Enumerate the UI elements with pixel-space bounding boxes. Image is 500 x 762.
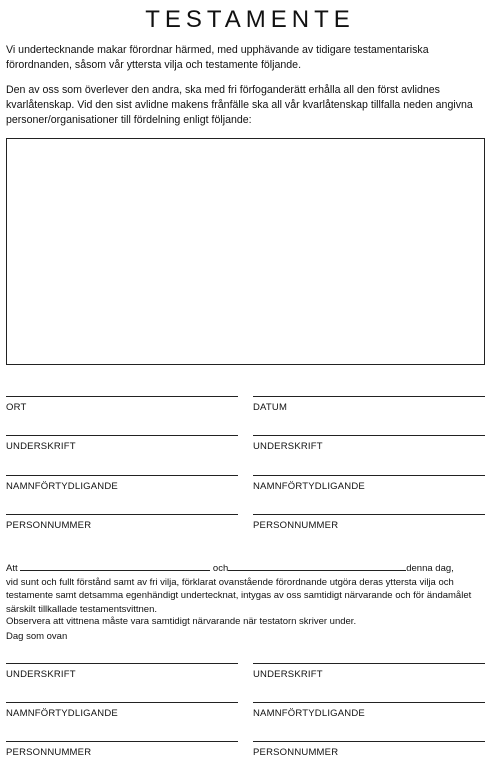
witness-statement: [6, 561, 496, 616]
ort-field[interactable]: [6, 396, 238, 413]
namnfortydligande-label: NAMNFÖRTYDLIGANDE: [253, 481, 365, 492]
personnummer-label: PERSONNUMMER: [6, 520, 92, 531]
denna-dag-label: denna dag,: [406, 563, 454, 574]
personnummer-label: PERSONNUMMER: [253, 747, 339, 758]
underskrift-label: UNDERSKRIFT: [6, 669, 76, 680]
witness-underskrift-1[interactable]: [6, 663, 238, 680]
datum-field[interactable]: [253, 396, 485, 413]
signature-line: [6, 435, 238, 436]
datum-label: DATUM: [253, 402, 288, 413]
beneficiaries-textarea[interactable]: [6, 138, 485, 365]
clause-paragraph: Den av oss som överlever den andra, ska med fri förfoganderätt erhålla all den först avlidnes kvarlåtenskap. Vid den sist avlidne makens frånfälle ska all vår kvarlåtenskap tillfalla neden angivna personer/organisationer till fördelning enligt följande:: [6, 84, 473, 126]
witness-namnfortydligande-2[interactable]: [253, 702, 485, 719]
witness-note: Observera att vittnena måste vara samtidigt närvarande när testatorn skriver under.: [6, 616, 357, 627]
namnfortydligande-label: NAMNFÖRTYDLIGANDE: [6, 708, 118, 719]
underskrift-label: UNDERSKRIFT: [6, 441, 76, 452]
signature-line: [6, 663, 238, 664]
testator-2-blank[interactable]: [228, 561, 406, 571]
intro-paragraph: Vi undertecknande makar förordnar härmed, med upphävande av tidigare testamentariska förordnanden, såsom vår yttersta vilja och testamente följande.: [6, 44, 429, 71]
signature-line: [253, 663, 485, 664]
datum-line: [253, 396, 485, 397]
signature-line: [253, 435, 485, 436]
underskrift-label: UNDERSKRIFT: [253, 441, 323, 452]
personnummer-label: PERSONNUMMER: [6, 747, 92, 758]
dag-som-ovan: Dag som ovan: [6, 631, 68, 642]
personnummer-field-2[interactable]: [253, 514, 485, 531]
och-label: och: [212, 563, 229, 574]
personnummer-line: [6, 741, 238, 742]
namnfortydligande-label: NAMNFÖRTYDLIGANDE: [6, 481, 118, 492]
name-line: [6, 702, 238, 703]
ort-label: ORT: [6, 402, 27, 413]
personnummer-field-1[interactable]: [6, 514, 238, 531]
namnfortydligande-label: NAMNFÖRTYDLIGANDE: [253, 708, 365, 719]
personnummer-line: [6, 514, 238, 515]
underskrift-label: UNDERSKRIFT: [253, 669, 323, 680]
witness-underskrift-2[interactable]: [253, 663, 485, 680]
testator-1-blank[interactable]: [20, 561, 210, 571]
ort-line: [6, 396, 238, 397]
witness-personnummer-1[interactable]: [6, 741, 238, 758]
name-line: [6, 475, 238, 476]
personnummer-line: [253, 741, 485, 742]
witness-statement-text: vid sunt och fullt förstånd samt av fri vilja, förklarat ovanstående förordnande utgöra deras yttersta vilja och testamente samt detsamma egenhändigt undertecknat, intygas av oss samtidigt närvarande och för ändamålet särskilt tillkallade testamentsvittnen.: [6, 576, 472, 615]
name-line: [253, 475, 485, 476]
namnfortydligande-field-2[interactable]: [253, 475, 485, 492]
witness-personnummer-2[interactable]: [253, 741, 485, 758]
underskrift-field-1[interactable]: [6, 435, 238, 452]
personnummer-label: PERSONNUMMER: [253, 520, 339, 531]
att-label: Att: [6, 563, 18, 574]
name-line: [253, 702, 485, 703]
underskrift-field-2[interactable]: [253, 435, 485, 452]
namnfortydligande-field-1[interactable]: [6, 475, 238, 492]
document-title: TESTAMENTE: [145, 6, 355, 33]
witness-namnfortydligande-1[interactable]: [6, 702, 238, 719]
personnummer-line: [253, 514, 485, 515]
